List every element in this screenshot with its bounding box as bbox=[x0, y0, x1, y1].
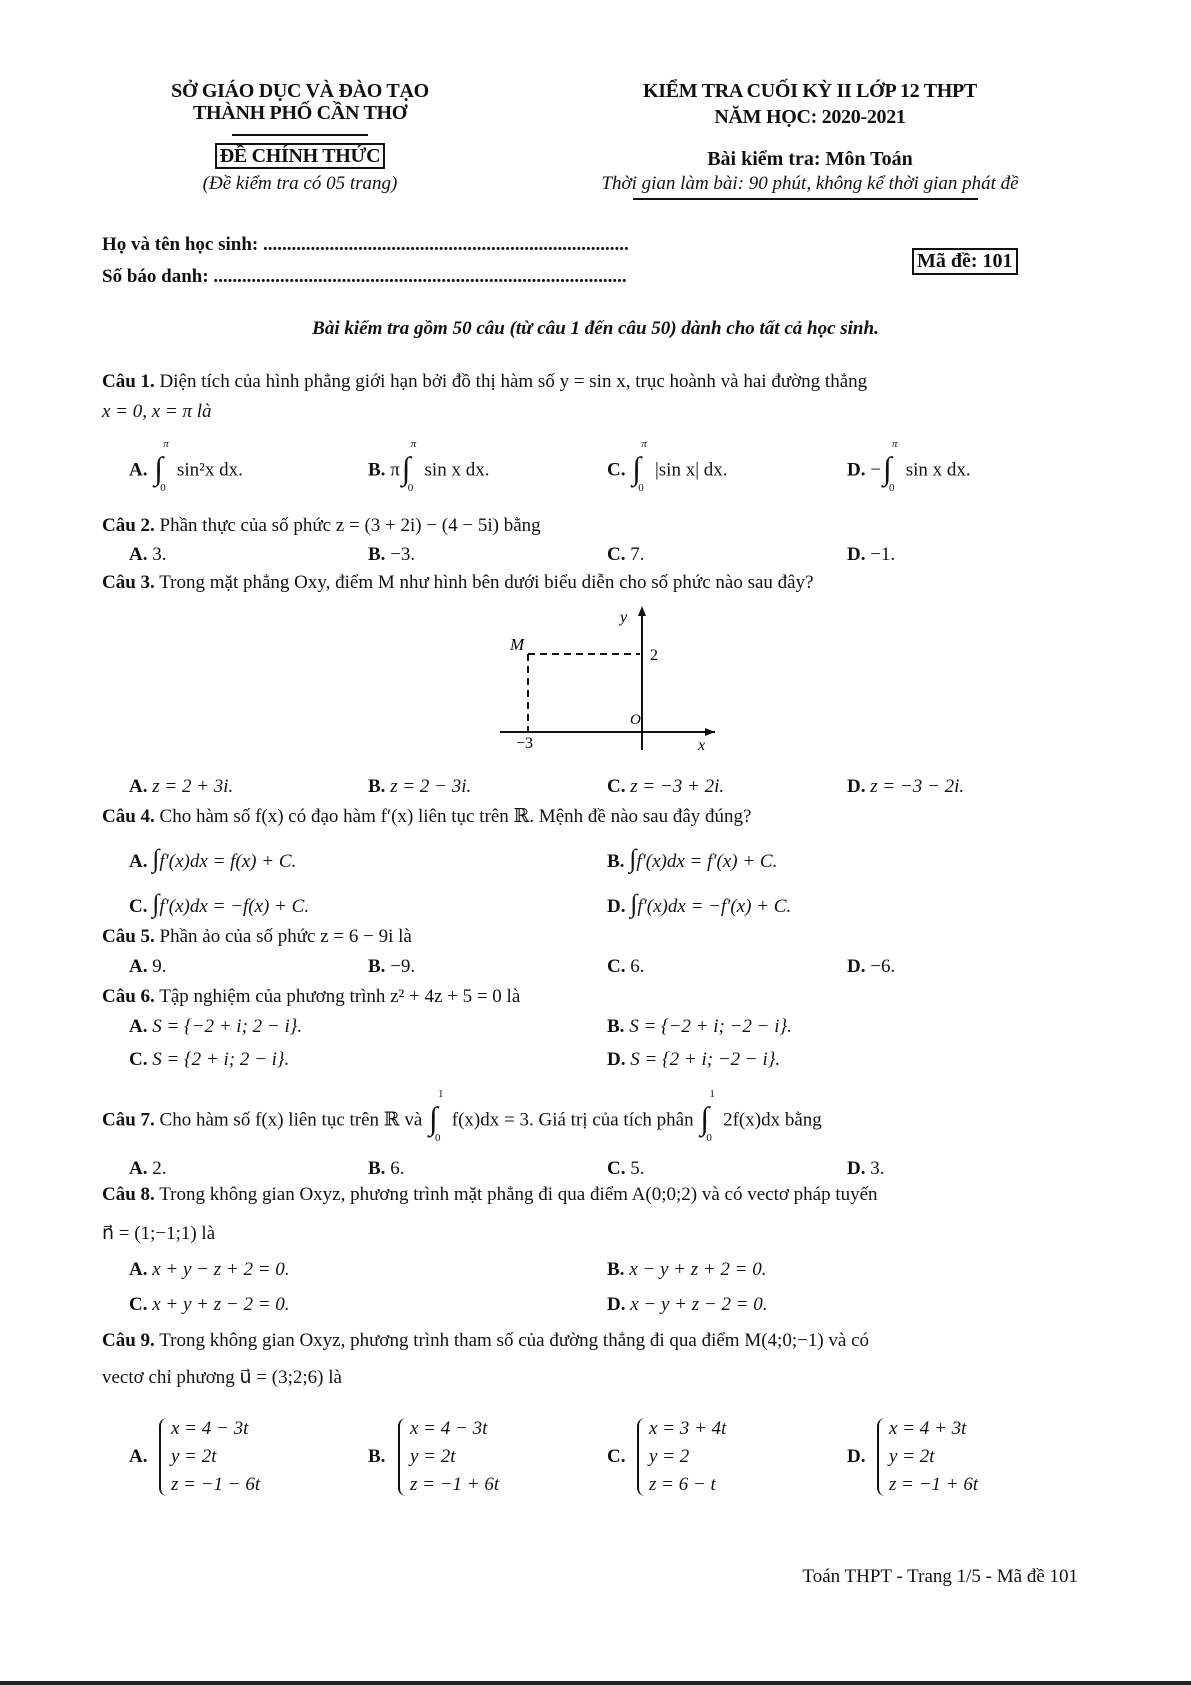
integral-icon: ∫ bbox=[629, 844, 637, 873]
q5-option-d[interactable]: D. −6. bbox=[847, 956, 896, 977]
q9-option-b[interactable]: B. x = 4 − 3t y = 2t z = −1 + 6t bbox=[368, 1418, 500, 1495]
q9-option-d[interactable]: D. x = 4 + 3t y = 2t z = −1 + 6t bbox=[847, 1418, 979, 1495]
integral-sign: ∫ π 0 bbox=[632, 438, 647, 494]
integral-sign: ∫ π 0 bbox=[154, 438, 169, 494]
question-1 bbox=[102, 371, 867, 393]
q6-option-a[interactable]: A. S = {−2 + i; 2 − i}. bbox=[129, 1016, 303, 1037]
student-name-field[interactable]: Họ và tên học sinh: ............................................................................. bbox=[102, 234, 629, 255]
exam-title: KIỂM TRA CUỐI KỲ II LỚP 12 THPT bbox=[643, 80, 977, 102]
question-text: Trong không gian Oxyz, phương trình tham số của đường thẳng đi qua điểm M(4;0;−1) và có bbox=[159, 1330, 870, 1351]
question-text: Tập nghiệm của phương trình z² + 4z + 5 = 0 là bbox=[159, 986, 521, 1007]
option-body: |sin x| dx. bbox=[654, 459, 728, 481]
integral-sign: ∫ 1 0 bbox=[429, 1088, 444, 1144]
y-value-label: 2 bbox=[650, 647, 658, 664]
option-key: D. bbox=[847, 459, 866, 481]
option-body: sin x dx. bbox=[905, 459, 971, 481]
point-label: M bbox=[510, 635, 525, 654]
school-year: NĂM HỌC: 2020-2021 bbox=[714, 106, 906, 128]
question-2 bbox=[102, 515, 541, 537]
q8-option-a[interactable]: A. x + y − z + 2 = 0. bbox=[129, 1259, 290, 1280]
exam-code: Mã đề: 101 bbox=[912, 248, 1018, 275]
q5-option-b[interactable]: B. −9. bbox=[368, 956, 416, 977]
question-5 bbox=[102, 926, 412, 948]
q3-option-d[interactable]: D. z = −3 − 2i. bbox=[847, 776, 965, 797]
city-name: THÀNH PHỐ CẦN THƠ bbox=[193, 102, 407, 124]
integral-sign: ∫ 1 0 bbox=[700, 1088, 715, 1144]
department-name: SỞ GIÁO DỤC VÀ ĐÀO TẠO bbox=[171, 80, 429, 102]
brace-icon bbox=[637, 1418, 647, 1496]
q2-option-a[interactable]: A. 3. bbox=[129, 544, 167, 565]
brace-icon bbox=[159, 1418, 169, 1496]
y-arrow-icon bbox=[638, 606, 646, 616]
exam-intro: Bài kiểm tra gồm 50 câu (từ câu 1 đến câu 50) dành cho tất cả học sinh. bbox=[312, 318, 879, 339]
y-axis-label: y bbox=[620, 609, 628, 626]
question-8 bbox=[102, 1184, 878, 1206]
question-label: Câu 2. bbox=[102, 515, 155, 536]
integral-sign: ∫ π 0 bbox=[882, 438, 898, 494]
q8-option-b[interactable]: B. x − y + z + 2 = 0. bbox=[607, 1259, 767, 1280]
q2-option-d[interactable]: D. −1. bbox=[847, 544, 896, 565]
brace-icon bbox=[398, 1418, 408, 1496]
q7-option-a[interactable]: A. 2. bbox=[129, 1158, 167, 1179]
q3-option-b[interactable]: B. z = 2 − 3i. bbox=[368, 776, 472, 797]
integral-icon: ∫ bbox=[630, 889, 638, 918]
question-6 bbox=[102, 986, 520, 1008]
x-value-label: −3 bbox=[516, 735, 534, 752]
brace-icon bbox=[877, 1418, 887, 1496]
question-text-cont: x = 0, x = π là bbox=[102, 401, 212, 422]
q4-option-a[interactable]: A. ∫f′(x)dx = f(x) + C. bbox=[129, 844, 297, 873]
option-body: sin²x dx. bbox=[176, 459, 243, 481]
option-prefix: − bbox=[870, 459, 881, 481]
question-text: Phần ảo của số phức z = 6 − 9i là bbox=[159, 926, 412, 947]
question-text: Trong mặt phẳng Oxy, điểm M như hình bên dưới biểu diễn cho số phức nào sau đây? bbox=[159, 572, 814, 593]
subject: Bài kiểm tra: Môn Toán bbox=[707, 148, 913, 170]
scan-edge bbox=[0, 1681, 1191, 1685]
q9-option-c[interactable]: C. x = 3 + 4t y = 2 z = 6 − t bbox=[607, 1418, 727, 1495]
integral-sign: ∫ π 0 bbox=[401, 438, 417, 494]
pages-note: (Đề kiểm tra có 05 trang) bbox=[202, 173, 398, 194]
integral-icon: ∫ bbox=[152, 844, 160, 873]
integral-icon: ∫ bbox=[152, 889, 160, 918]
question-text: Cho hàm số f(x) liên tục trên ℝ và bbox=[159, 1109, 423, 1131]
question-label: Câu 7. bbox=[102, 1109, 155, 1131]
q1-option-b[interactable] bbox=[368, 438, 490, 494]
origin-label: O bbox=[630, 712, 641, 728]
question-label: Câu 8. bbox=[102, 1184, 155, 1205]
coordinate-figure bbox=[490, 602, 720, 752]
q7-option-b[interactable]: B. 6. bbox=[368, 1158, 405, 1179]
question-label: Câu 1. bbox=[102, 371, 155, 392]
x-axis-label: x bbox=[698, 737, 706, 752]
q3-option-c[interactable]: C. z = −3 + 2i. bbox=[607, 776, 725, 797]
q8-option-d[interactable]: D. x − y + z − 2 = 0. bbox=[607, 1294, 768, 1315]
student-id-field[interactable]: Số báo danh: ....................................................................................... bbox=[102, 266, 627, 287]
x-arrow-icon bbox=[705, 728, 715, 736]
q6-option-c[interactable]: C. S = {2 + i; 2 − i}. bbox=[129, 1049, 290, 1070]
option-key: A. bbox=[129, 459, 148, 481]
q5-option-c[interactable]: C. 6. bbox=[607, 956, 645, 977]
option-body: sin x dx. bbox=[424, 459, 490, 481]
q7-option-c[interactable]: C. 5. bbox=[607, 1158, 645, 1179]
question-text: 2f(x)dx bằng bbox=[723, 1109, 822, 1131]
option-key: C. bbox=[607, 459, 626, 481]
question-4 bbox=[102, 805, 751, 828]
official-badge: ĐỀ CHÍNH THỨC bbox=[215, 143, 386, 169]
q7-option-d[interactable]: D. 3. bbox=[847, 1158, 885, 1179]
q1-option-a[interactable] bbox=[129, 438, 243, 494]
official-badge-wrap bbox=[100, 145, 500, 168]
option-prefix: π bbox=[390, 459, 400, 481]
question-text: f(x)dx = 3. Giá trị của tích phân bbox=[451, 1109, 694, 1131]
question-text: Diện tích của hình phẳng giới hạn bởi đồ thị hàm số y = sin x, trục hoành và hai đường thẳng bbox=[159, 371, 868, 392]
q4-option-c[interactable]: C. ∫f′(x)dx = −f(x) + C. bbox=[129, 889, 310, 918]
q5-option-a[interactable]: A. 9. bbox=[129, 956, 167, 977]
question-3 bbox=[102, 572, 814, 594]
question-label: Câu 9. bbox=[102, 1330, 155, 1351]
question-7 bbox=[102, 1088, 822, 1144]
time-note: Thời gian làm bài: 90 phút, không kể thời gian phát đề bbox=[601, 173, 1019, 194]
question-label: Câu 4. bbox=[102, 806, 155, 827]
page-footer: Toán THPT - Trang 1/5 - Mã đề 101 bbox=[802, 1566, 1078, 1587]
q9-option-a[interactable]: A. x = 4 − 3t y = 2t z = −1 − 6t bbox=[129, 1418, 261, 1495]
question-text-cont: n⃗ = (1;−1;1) là bbox=[102, 1223, 216, 1244]
question-text: Cho hàm số f(x) có đạo hàm f′(x) liên tục trên ℝ. Mệnh đề nào sau đây đúng? bbox=[159, 806, 752, 827]
q2-option-b[interactable]: B. −3. bbox=[368, 544, 416, 565]
header-divider bbox=[232, 134, 368, 136]
question-label: Câu 6. bbox=[102, 986, 155, 1007]
question-label: Câu 3. bbox=[102, 572, 155, 593]
q8-option-c[interactable]: C. x + y + z − 2 = 0. bbox=[129, 1294, 290, 1315]
q6-option-d[interactable]: D. S = {2 + i; −2 − i}. bbox=[607, 1049, 781, 1070]
q1-option-d[interactable] bbox=[847, 438, 971, 494]
q3-option-a[interactable]: A. z = 2 + 3i. bbox=[129, 776, 234, 797]
option-key: B. bbox=[368, 459, 386, 481]
q4-option-b[interactable]: B. ∫f′(x)dx = f′(x) + C. bbox=[607, 844, 778, 873]
question-text-cont: vectơ chỉ phương u⃗ = (3;2;6) là bbox=[102, 1367, 342, 1388]
q6-option-b[interactable]: B. S = {−2 + i; −2 − i}. bbox=[607, 1016, 792, 1037]
q4-option-d[interactable]: D. ∫f′(x)dx = −f′(x) + C. bbox=[607, 889, 792, 918]
question-9 bbox=[102, 1330, 869, 1352]
q2-option-c[interactable]: C. 7. bbox=[607, 544, 645, 565]
q1-option-c[interactable] bbox=[607, 438, 728, 494]
time-underline bbox=[633, 198, 978, 200]
question-text: Phần thực của số phức z = (3 + 2i) − (4 − 5i) bằng bbox=[159, 515, 541, 536]
question-text: Trong không gian Oxyz, phương trình mặt phẳng đi qua điểm A(0;0;2) và có vectơ pháp tuyến bbox=[159, 1184, 878, 1205]
question-label: Câu 5. bbox=[102, 926, 155, 947]
